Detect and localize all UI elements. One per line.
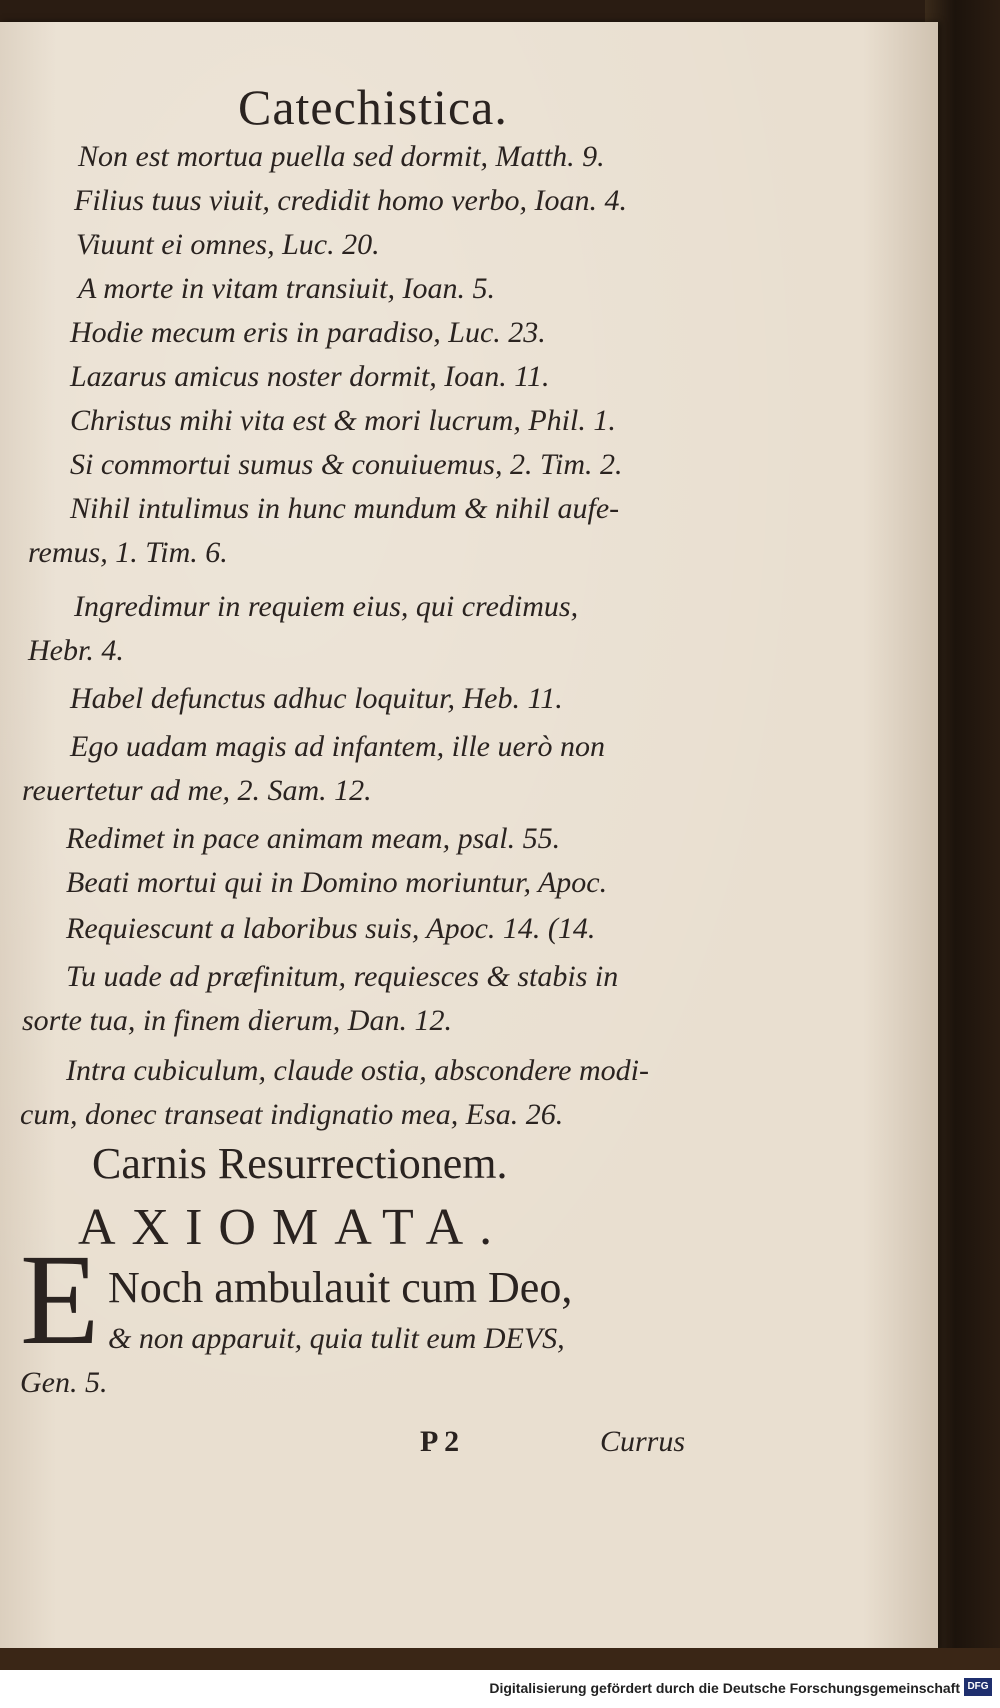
- text-line-22: cum, donec transeat indignatio mea, Esa. 26.: [20, 1098, 564, 1131]
- digitization-credit-strip: [0, 1670, 1000, 1708]
- text-line-4: A morte in vitam transiuit, Ioan. 5.: [78, 272, 495, 305]
- text-line-6: Lazarus amicus noster dormit, Ioan. 11.: [70, 360, 550, 393]
- page-bottom-edge: [0, 1648, 1000, 1670]
- text-line-3: Viuunt ei omnes, Luc. 20.: [76, 228, 380, 261]
- text-line-19: Tu uade ad præfinitum, requiesces & stabis in: [66, 960, 619, 993]
- text-line-17: Beati mortui qui in Domino moriuntur, Apoc.: [66, 866, 608, 899]
- credit-text: Digitalisierung gefördert durch die Deutsche Forschungsgemeinschaft: [489, 1680, 960, 1696]
- text-line-16: Redimet in pace animam meam, psal. 55.: [66, 822, 561, 855]
- text-line-1: Non est mortua puella sed dormit, Matth. 9.: [78, 140, 605, 173]
- axiom-second-line: & non apparuit, quia tulit eum DEVS,: [108, 1322, 565, 1355]
- text-line-12: Hebr. 4.: [28, 634, 124, 667]
- text-line-15: reuertetur ad me, 2. Sam. 12.: [22, 774, 372, 807]
- signature-mark: P 2: [420, 1425, 460, 1458]
- text-line-14: Ego uadam magis ad infantem, ille uerò non: [70, 730, 605, 763]
- text-line-9: Nihil intulimus in hunc mundum & nihil aufe-: [70, 492, 620, 525]
- text-line-8: Si commortui sumus & conuiuemus, 2. Tim. 2.: [70, 448, 623, 481]
- axiom-first-line: Noch ambulauit cum Deo,: [108, 1263, 573, 1312]
- text-line-21: Intra cubiculum, claude ostia, abscondere modi-: [66, 1054, 649, 1087]
- page-header-title: Catechistica.: [238, 79, 508, 135]
- axiom-third-line: Gen. 5.: [20, 1366, 108, 1399]
- section-subheading: AXIOMATA.: [78, 1199, 509, 1256]
- text-line-10: remus, 1. Tim. 6.: [28, 536, 228, 569]
- text-line-5: Hodie mecum eris in paradiso, Luc. 23.: [70, 316, 546, 349]
- drop-cap-letter: E: [20, 1228, 100, 1372]
- text-line-18: Requiescunt a laboribus suis, Apoc. 14. (14.: [66, 912, 596, 945]
- catchword: Currus: [600, 1425, 686, 1458]
- text-line-13: Habel defunctus adhuc loquitur, Heb. 11.: [70, 682, 563, 715]
- section-heading: Carnis Resurrectionem.: [92, 1139, 508, 1188]
- text-line-2: Filius tuus viuit, credidit homo verbo, Ioan. 4.: [74, 184, 627, 217]
- text-line-20: sorte tua, in finem dierum, Dan. 12.: [22, 1004, 452, 1037]
- text-line-11: Ingredimur in requiem eius, qui credimus,: [74, 590, 579, 623]
- dfg-logo-icon: DFG: [964, 1678, 992, 1696]
- text-line-7: Christus mihi vita est & mori lucrum, Phil. 1.: [70, 404, 616, 437]
